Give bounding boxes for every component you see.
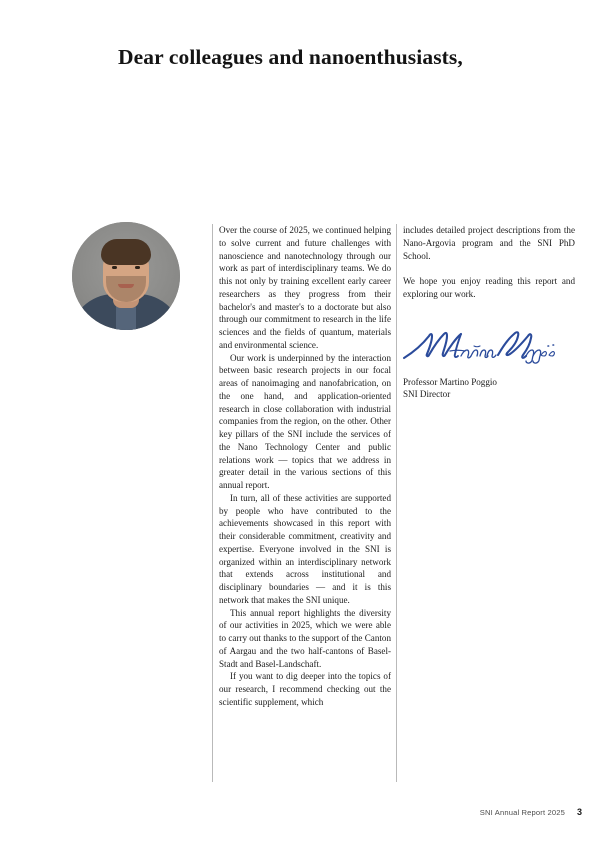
paragraph: Our work is underpinned by the interaction between basic research projects in our focal areas of nanoimaging and nanofabrication, on the one hand, and application-oriented research in close collaboration with industrial companies from the region, on the other. Other key pillars of the SNI include the services of the Nano Technology Center and public relations work — topics that we address in greater detail in the various sections of this annual report. [219, 352, 391, 490]
column-rule-left [212, 224, 213, 782]
signature-image [402, 325, 562, 371]
signer-name: Professor Martino Poggio [403, 377, 497, 387]
paragraph: includes detailed project descriptions from the Nano-Argovia program and the SNI PhD School. [403, 225, 575, 261]
paragraph: Over the course of 2025, we continued helping to solve current and future challenges with nanoscience and nanotechnology through our work as part of interdisciplinary teams. We do this not only by training excellent early career researchers as they progress from their bachelor's and master's to a doctorate but also through our commitment to research in the life sciences and the fields of quantum, materials and environmental science. [219, 225, 391, 350]
page-footer [0, 808, 600, 824]
portrait-hair [101, 239, 151, 265]
portrait-eyebrow-left [110, 261, 119, 263]
column-rule-right [396, 224, 397, 782]
paragraph: We hope you enjoy reading this report and exploring our work. [403, 276, 575, 299]
portrait-eye-right [135, 266, 140, 269]
footer-report-label: SNI Annual Report 2025 [479, 808, 565, 817]
portrait-figure [72, 222, 180, 330]
page-title: Dear colleagues and nanoenthusiasts, [118, 45, 463, 70]
paragraph: If you want to dig deeper into the topics of our research, I recommend checking out the scientific supplement, which [219, 671, 391, 707]
signer-role: SNI Director [403, 389, 451, 400]
portrait-eye-left [112, 266, 117, 269]
paragraph: This annual report highlights the diversity of our activities in 2025, which we were able to carry out thanks to the support of the Canton of Aargau and the two half-cantons of Basel-Stadt and Basel-Landschaft. [219, 607, 391, 669]
signature-block [403, 376, 583, 400]
body-column-right [403, 224, 575, 301]
portrait-mouth [118, 284, 134, 288]
portrait-eyebrow-right [133, 261, 142, 263]
body-column-left [219, 224, 391, 782]
paragraph: In turn, all of these activities are supported by people who have contributed to the achievements showcased in this report with their considerable commitment, creativity and expertise. Everyone involved in the SNI is organized within an interdisciplinary network that extends across institutional and disciplinary boundaries — and it is this network that makes the SNI unique. [219, 492, 391, 605]
avatar [72, 222, 180, 330]
footer-page-number: 3 [576, 807, 582, 817]
